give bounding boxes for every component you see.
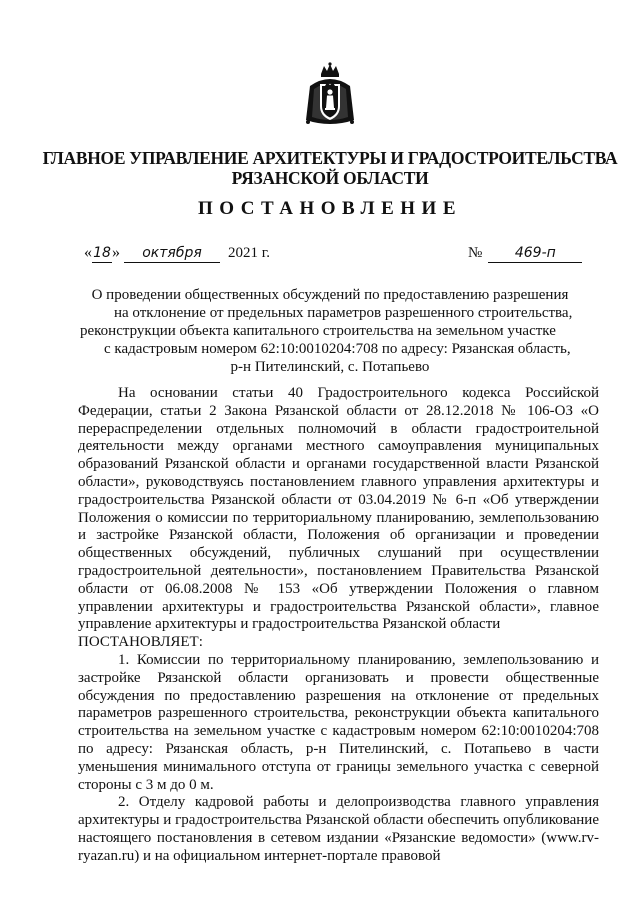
document-body (78, 385, 599, 866)
date-open-quote: « (84, 244, 92, 261)
subject-line: О проведении общественных обсуждений по предоставлению разрешения (91, 287, 569, 303)
subject-line: с кадастровым номером 62:10:0010204:708 по адресу: Рязанская область, (104, 341, 571, 357)
date-day: 18 (93, 245, 111, 261)
document-number (468, 244, 582, 263)
subject-line: р-н Пителинский, с. Потапьево (230, 359, 430, 375)
document-type-heading: ПОСТАНОВЛЕНИЕ (197, 198, 463, 219)
number-prefix: № (468, 245, 483, 261)
date-year: 2021 г. (228, 245, 270, 261)
date-close-quote: » (112, 244, 120, 261)
number-value: 469-п (488, 244, 582, 263)
document-subject (80, 286, 580, 376)
organization-name-line-2: РЯЗАНСКОЙ ОБЛАСТИ (231, 168, 429, 188)
item-1-paragraph: 1. Комиссии по территориальному планированию, землепользованию и застройке Рязанской области организовать и провести общественные обсуждения по предоставлению разрешения на отклонение от предельных параметров разрешенного строительства, реконструкции объекта капитального строительства на земельном участке с кадастровым номером 62:10:0010204:708 по адресу: Рязанская область, р-н Пителинский, с. Потапьево в части уменьшения минимального отступа от границы земельного участка с северной стороны с 3 м до 0 м. (78, 651, 599, 793)
subject-line: реконструкции объекта капитального строительства на земельном участке (80, 323, 556, 339)
preamble-paragraph: На основании статьи 40 Градостроительного кодекса Российской Федерации, статьи 2 Закона Рязанской области от 28.12.2018 № 106-ОЗ «О перераспределении отдельных полномочий в области градостроительной деятельности между органами местного самоуправления муниципальных образований Рязанской области и органами государственной власти Рязанской области», руководствуясь постановлением главного управления архитектуры и градостроительства Рязанской области от 03.04.2019 № 6-п «Об утверждении Положения о комиссии по территориальному планированию, землепользованию и застройке Рязанской области, Положения об организации и проведении общественных обсуждений, публичных слушаний при осуществлении градостроительной деятельности», постановлением Правительства Рязанской области от 06.08.2008 № 153 «Об утверждении Положения о главном управлении архитектуры и градостроительства Рязанской области», главное управление архитектуры и градостроительства Рязанской области (78, 385, 599, 633)
decree-word: ПОСТАНОВЛЯЕТ: (78, 634, 203, 651)
document-date (84, 244, 270, 263)
coat-of-arms-icon (304, 62, 356, 130)
item-2-paragraph: 2. Отделу кадровой работы и делопроизводства главного управления архитектуры и градостроительства Рязанской области обеспечить опубликование настоящего постановления в сетевом издании «Рязанские ведомости» (www.rv-ryazan.ru) и на официальном интернет-портале правовой (78, 794, 599, 864)
date-month: октября (124, 244, 220, 263)
subject-line: на отклонение от предельных параметров разрешенного строительства, (114, 305, 573, 321)
organization-name-line-1: ГЛАВНОЕ УПРАВЛЕНИЕ АРХИТЕКТУРЫ И ГРАДОСТРОИТЕЛЬСТВА (42, 148, 618, 168)
